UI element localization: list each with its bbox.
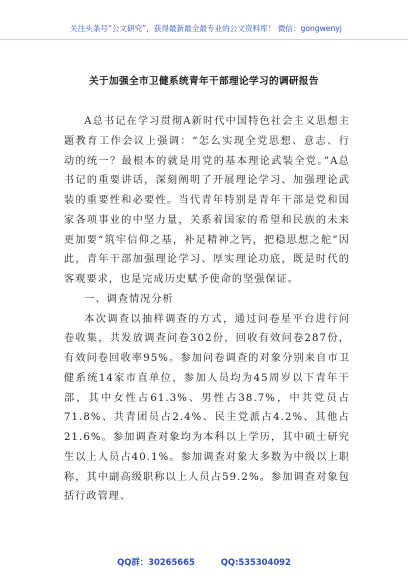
banner-text: 关注头条号“公文研究”，获得最新最全最专业的公文资料库！ 微信：gongwenyj [70, 24, 342, 33]
footer-contact [0, 556, 408, 568]
document-title: 关于加强全市卫健系统青年干部理论学习的调研报告 [89, 76, 319, 87]
document-body [64, 112, 350, 507]
header-banner [0, 0, 408, 40]
intro-paragraph: A总书记在学习贯彻A新时代中国特色社会主义思想主题教育工作会议上强调：“怎么实现全党思想、意志、行动的统一？最根本的就是用党的基本理论武装全党。”A总书记的重要讲话，深刻阐明了开展理论学习、加强理论武装的重要性和必要性。当代青年特别是青年干部是党和国家各项事业的中坚力量，关系着国家的希望和民族的未来更加要“筑牢信仰之基，补足精神之钙，把稳思想之舵”因此，青年干部加强理论学习、厚实理论功底，既是时代的客观要求，也是完成历史赋予使命的坚强保证。 [64, 116, 350, 285]
section-paragraph: 本次调查以抽样调查的方式，通过问卷星平台进行问卷收集，共发放调查问卷302份，回收有效问卷287份，有效问卷回收率95%。参加问卷调查的对象分别来自市卫健系统14家市直单位，参加人员均为45周岁以下青年干部，其中女性占61.3%、男性占38.7%，中共党员占71.8%、共青团员占2.4%、民主党派占4.2%、其他占21.6%。参加调查对象均为本科以上学历，其中硕士研究生以上人员占40.1%。参加调查对象大多数为中级以上职称，其中副高级职称以上人员占59.2%。参加调查对象包括行政管理、 [64, 313, 350, 503]
section-heading: 一、调查情况分析 [84, 293, 174, 305]
footer-qq-group: QQ群：30265665 [117, 557, 195, 567]
footer-qq-number: QQ:535304092 [220, 557, 291, 567]
